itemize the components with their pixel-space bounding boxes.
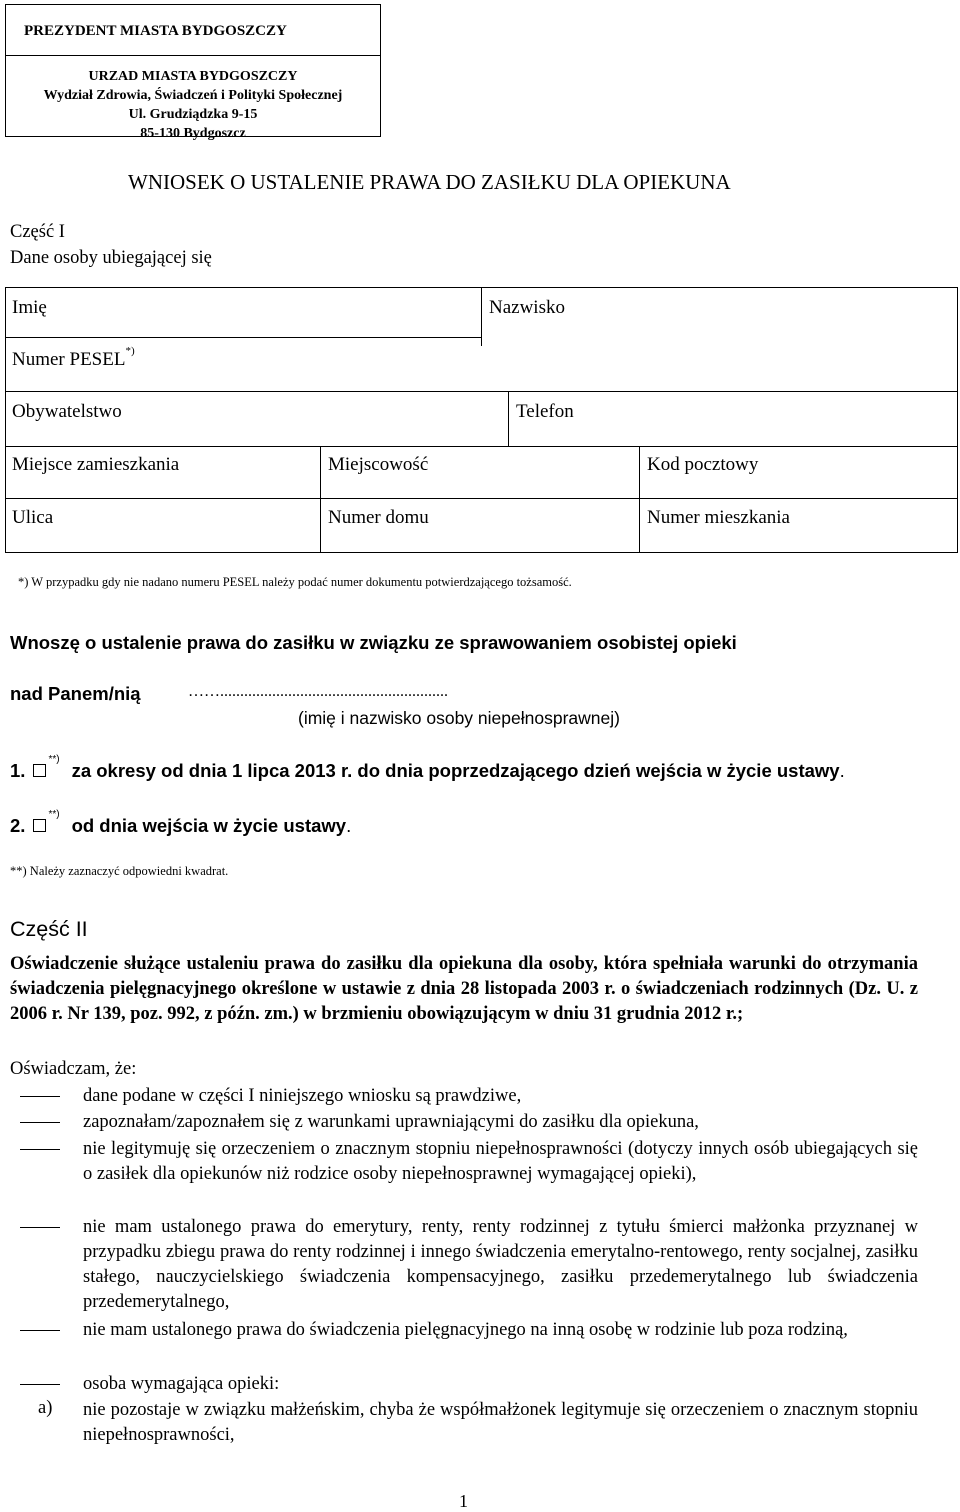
header-divider xyxy=(6,55,380,56)
option-text-tail: . xyxy=(839,760,845,781)
request-statement: Wnoszę o ustalenie prawa do zasiłku w związku ze sprawowaniem osobistej opieki xyxy=(10,632,737,653)
postal-code-field[interactable] xyxy=(647,454,758,476)
list-bullet xyxy=(20,1227,60,1228)
phone-field[interactable] xyxy=(516,401,574,423)
option-number: 2. xyxy=(10,815,26,836)
option-text-tail: . xyxy=(346,815,352,836)
declaration-item: nie legitymuję się orzeczeniem o znacznym stopniu niepełnosprawności (dotyczy innych osób ubiegających się o zasiłek dla opiekunów niż rodzice osoby niepełnosprawnej wymagającej opieki), xyxy=(83,1139,918,1184)
last-name-field[interactable] xyxy=(489,297,565,319)
pesel-footnote: *) W przypadku gdy nie nadano numeru PESEL należy podać numer dokumentu potwierdzającego tożsamość. xyxy=(18,575,572,589)
part1-heading xyxy=(10,219,212,271)
mayor-title: PREZYDENT MIASTA BYDGOSZCZY xyxy=(24,23,287,39)
office-address xyxy=(6,67,380,143)
table-line xyxy=(320,446,321,553)
disabled-person-name-field[interactable]: ……......................................................... xyxy=(188,683,448,700)
pesel-label: Numer PESEL xyxy=(12,349,126,370)
phone-label: Telefon xyxy=(516,401,574,422)
pesel-field[interactable] xyxy=(12,345,135,371)
list-bullet xyxy=(20,1384,60,1385)
city-label: Miejscowość xyxy=(328,454,429,475)
option-footnote-mark: **) xyxy=(48,754,60,765)
request-statement-cont: nad Panem/nią xyxy=(10,683,141,704)
street-field[interactable] xyxy=(12,507,53,529)
list-bullet xyxy=(20,1122,60,1123)
checkbox-footnote: **) Należy zaznaczyć odpowiedni kwadrat. xyxy=(10,864,229,878)
declaration-item: nie mam ustalonego prawa do emerytury, renty, renty rodzinnej z tytułu śmierci małżonka przyznanej w przypadku zbiegu prawa do renty rodzinnej i innego świadczenia emerytalno-rentowego, renty socjalnej, zasiłku stałego, nauczycielskiego świadczenia kompensacyjnego, zasiłku przedemerytalnego lub świadczenia przedemerytalnego, xyxy=(83,1217,918,1312)
applicant-data-table xyxy=(5,287,958,553)
page-number: 1 xyxy=(459,1491,468,1511)
table-line xyxy=(639,446,640,553)
sub-item-letter: a) xyxy=(38,1398,53,1418)
citizenship-label: Obywatelstwo xyxy=(12,401,122,422)
house-number-field[interactable] xyxy=(328,507,429,529)
form-title: WNIOSEK O USTALENIE PRAWA DO ZASIŁKU DLA OPIEKUNA xyxy=(128,170,731,194)
first-name-field[interactable] xyxy=(12,297,47,319)
postal-code-label: Kod pocztowy xyxy=(647,454,759,475)
option-text: za okresy od dnia 1 lipca 2013 r. do dnia poprzedzającego dzień wejścia w życie ustawy xyxy=(71,760,840,781)
option-1-checkbox[interactable] xyxy=(33,764,46,777)
declaration-item: dane podane w części I niniejszego wniosku są prawdziwe, xyxy=(83,1086,522,1106)
residence-label: Miejsce zamieszkania xyxy=(12,454,180,475)
option-footnote-mark: **) xyxy=(48,809,60,820)
table-line xyxy=(6,498,957,499)
list-bullet xyxy=(20,1330,60,1331)
declaration-item: zapoznałam/zapoznałem się z warunkami uprawniającymi do zasiłku dla opiekuna, xyxy=(83,1112,699,1132)
name-field-caption: (imię i nazwisko osoby niepełnosprawnej) xyxy=(298,708,620,728)
option-number: 1. xyxy=(10,760,26,781)
office-postal: 85-130 Bydgoszcz xyxy=(140,126,246,141)
declaration-item: osoba wymagająca opieki: xyxy=(83,1374,280,1394)
period-option-1 xyxy=(10,754,845,782)
pesel-footnote-mark: *) xyxy=(125,345,135,357)
apartment-number-label: Numer mieszkania xyxy=(647,507,790,528)
office-header-box xyxy=(5,4,381,141)
declaration-sub-item: nie pozostaje w związku małżeńskim, chyba że współmałżonek legitymuje się orzeczeniem o znacznym stopniu niepełnosprawności, xyxy=(83,1400,918,1445)
office-department: Wydział Zdrowia, Świadczeń i Polityki Społecznej xyxy=(43,88,343,103)
table-line xyxy=(6,391,957,392)
option-text: od dnia wejścia w życie ustawy xyxy=(71,815,347,836)
citizenship-field[interactable] xyxy=(12,401,122,423)
street-label: Ulica xyxy=(12,507,54,528)
table-line xyxy=(508,391,509,446)
office-street: Ul. Grudziądzka 9-15 xyxy=(128,107,258,122)
last-name-label: Nazwisko xyxy=(489,297,565,318)
apartment-number-field[interactable] xyxy=(647,507,790,529)
part1-title: Część I xyxy=(10,222,65,242)
list-bullet xyxy=(20,1149,60,1150)
office-name: URZAD MIASTA BYDGOSZCZY xyxy=(88,69,298,84)
part1-subtitle: Dane osoby ubiegającej się xyxy=(10,248,212,268)
house-number-label: Numer domu xyxy=(328,507,429,528)
option-2-checkbox[interactable] xyxy=(33,819,46,832)
list-bullet xyxy=(20,1096,60,1097)
part2-heading: Oświadczenie służące ustaleniu prawa do zasiłku dla opiekuna dla osoby, która spełniała warunki do otrzymania świadczenia pielęgnacyjnego określone w ustawie z dnia 28 listopada 2003 r. o świadczeniach rodzinnych (Dz. U. z 2006 r. Nr 139, poz. 992, z późn. zm.) w brzmieniu obowiązującym w dniu 31 grudnia 2012 r.; xyxy=(10,954,918,1024)
period-option-2 xyxy=(10,809,352,837)
table-line xyxy=(6,446,957,447)
declaration-item: nie mam ustalonego prawa do świadczenia pielęgnacyjnego na inną osobę w rodzinie lub poza rodziną, xyxy=(83,1320,848,1340)
part2-title: Część II xyxy=(10,917,88,941)
first-name-label: Imię xyxy=(12,297,47,318)
table-line xyxy=(6,337,482,338)
table-line xyxy=(481,288,482,346)
city-field[interactable] xyxy=(328,454,428,476)
declaration-intro: Oświadczam, że: xyxy=(10,1059,137,1079)
